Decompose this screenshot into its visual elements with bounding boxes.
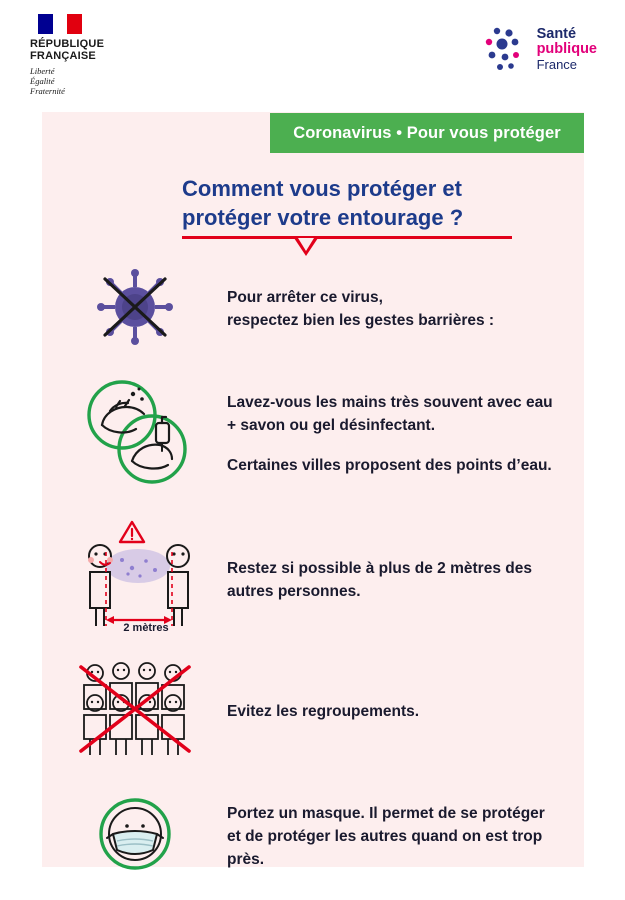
list-item (42, 358, 584, 510)
text-cell (227, 358, 584, 510)
spf-line2: publique (536, 40, 597, 57)
page-title (182, 174, 572, 232)
handwashing-icon (70, 377, 200, 492)
gestes-barrieres-strong: gestes barrières (364, 312, 485, 329)
icon-cell (42, 650, 227, 772)
icon-cell (42, 772, 227, 900)
page-header (0, 0, 625, 112)
icon-cell (42, 510, 227, 650)
advice-text-2a: Lavez-vous les mains très souvent avec eau + savon ou gel désinfectant. (227, 394, 553, 434)
motto-egalite: Égalité (30, 76, 55, 86)
coronavirus-banner: Coronavirus • Pour vous protéger (270, 113, 584, 153)
republique-label (30, 38, 190, 62)
list-item (42, 650, 584, 772)
advice-text-3: Restez si possible à plus de 2 mètres des autres personnes. (227, 560, 532, 600)
title-pointer-inner-icon (298, 238, 314, 251)
crossed-out-crowd-icon (69, 659, 201, 764)
page-title-line1: Comment vous protéger et (182, 176, 462, 201)
face-mask-icon (87, 786, 183, 887)
republique-francaise-logo (30, 14, 190, 96)
advice-text-1: Pour arrêter ce virus, respectez bien les gestes barrières : (227, 289, 495, 329)
poster-body (42, 112, 584, 867)
list-item (42, 772, 584, 900)
distance-caption: 2 mètres (123, 622, 169, 634)
icon-cell (42, 260, 227, 358)
spf-wordmark (537, 27, 597, 72)
text-cell (227, 260, 584, 358)
text-cell (227, 772, 584, 900)
advice-text-4: Evitez les regroupements. (227, 702, 420, 720)
republique-line1: RÉPUBLIQUE (30, 38, 105, 50)
republique-line2: FRANÇAISE (30, 50, 96, 62)
text-cell (227, 650, 584, 772)
title-underline (182, 236, 512, 239)
list-item (42, 260, 584, 358)
crossed-out-virus-icon (91, 267, 179, 352)
spf-dots-icon (483, 26, 529, 72)
page-title-line2: protéger votre entourage ? (182, 205, 464, 230)
list-item (42, 510, 584, 650)
advice-text-2b: Certaines villes proposent des points d’eau. (227, 457, 552, 474)
text-cell (227, 510, 584, 650)
motto-liberte: Liberté (30, 66, 55, 76)
motto-fraternite: Fraternité (30, 86, 65, 96)
icon-cell (42, 358, 227, 510)
advice-list (42, 260, 584, 900)
sante-publique-france-logo (483, 26, 597, 72)
spf-line3: France (536, 56, 578, 72)
advice-text-5: Portez un masque. Il permet de se protéger et de protéger les autres quand on est trop près. (227, 804, 545, 868)
republique-motto (30, 66, 190, 96)
spf-line1: Santé (536, 25, 577, 42)
french-flag-icon (38, 14, 82, 34)
